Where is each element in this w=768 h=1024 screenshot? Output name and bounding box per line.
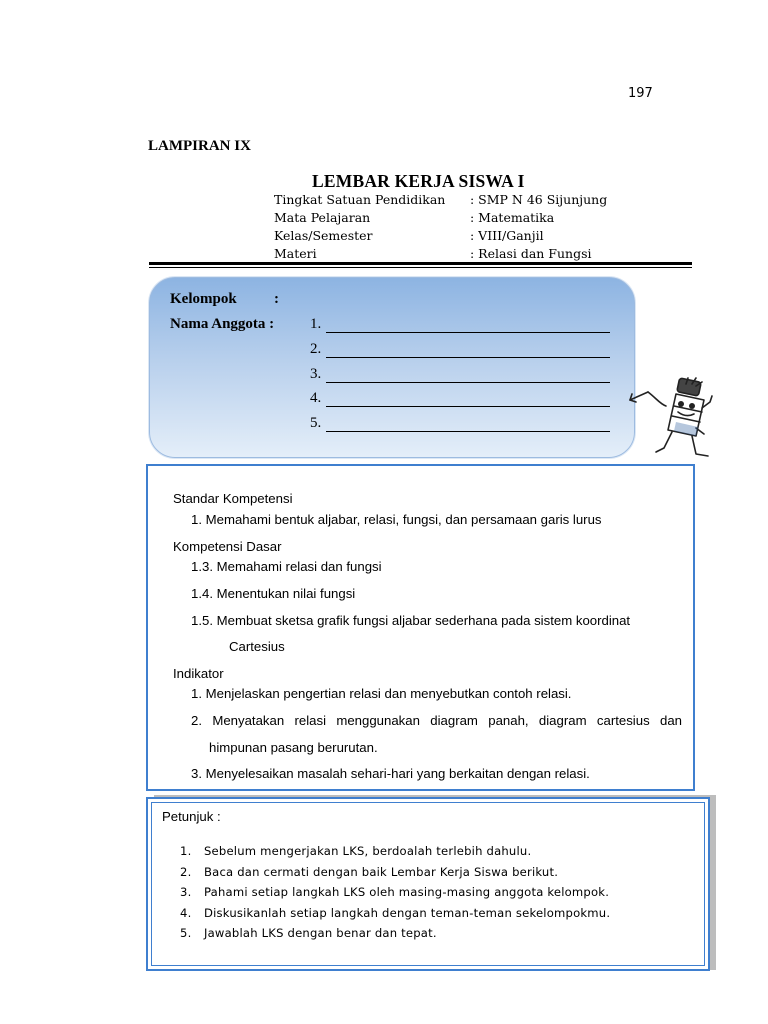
info-label: Tingkat Satuan Pendidikan (274, 192, 446, 207)
instructions-box (146, 797, 710, 971)
instruction-item (180, 906, 610, 920)
member-number: 1. (310, 316, 322, 332)
sk-item: 1. Memahami bentuk aljabar, relasi, fungsi, dan persamaan garis lurus (191, 512, 602, 527)
group-colon: : (274, 291, 279, 307)
kd-heading: Kompetensi Dasar (173, 539, 282, 554)
pencil-mascot-icon (626, 372, 718, 464)
group-members-box (149, 277, 635, 458)
indicator-item: 1. Menjelaskan pengertian relasi dan menyebutkan contoh relasi. (191, 686, 572, 701)
instruction-text: Jawablah LKS dengan benar dan tepat. (204, 926, 437, 940)
blank-line (326, 357, 610, 358)
indicator-item: 3. Menyelesaikan masalah sehari-hari yang berkaitan dengan relasi. (191, 766, 590, 781)
instruction-text: Pahami setiap langkah LKS oleh masing-masing anggota kelompok. (204, 885, 610, 899)
sk-heading: Standar Kompetensi (173, 491, 293, 506)
info-value: : SMP N 46 Sijunjung (470, 192, 608, 207)
instruction-item (180, 885, 609, 899)
info-label: Kelas/Semester (274, 228, 373, 243)
instruction-number: 4. (180, 906, 192, 920)
info-label: Mata Pelajaran (274, 210, 371, 225)
instruction-number: 5. (180, 926, 192, 940)
indicator-heading: Indikator (173, 666, 224, 681)
kd-item: 1.5. Membuat sketsa grafik fungsi aljabar sederhana pada sistem koordinat (191, 613, 631, 628)
instruction-text: Sebelum mengerjakan LKS, berdoalah terlebih dahulu. (204, 844, 532, 858)
instruction-number: 1. (180, 844, 192, 858)
info-value: : VIII/Ganjil (470, 228, 544, 243)
group-label: Kelompok (170, 291, 237, 307)
instruction-item (180, 865, 558, 879)
kd-item: 1.4. Menentukan nilai fungsi (191, 586, 356, 601)
instruction-item (180, 844, 531, 858)
members-label: Nama Anggota : (170, 316, 275, 332)
appendix-label: LAMPIRAN IX (148, 138, 251, 154)
competency-box (146, 464, 695, 791)
info-label: Materi (274, 246, 317, 261)
header-divider-thin (149, 267, 692, 268)
instruction-number: 2. (180, 865, 192, 879)
blank-line (326, 382, 610, 383)
blank-line (326, 332, 610, 333)
kd-item-continued: Cartesius (229, 639, 285, 654)
indicator-item-continued: himpunan pasang berurutan. (209, 740, 378, 755)
instructions-inner-border (151, 802, 705, 966)
instructions-heading: Petunjuk : (162, 809, 221, 824)
instruction-text: Diskusikanlah setiap langkah dengan teman-teman sekelompokmu. (204, 906, 611, 920)
blank-line (326, 431, 610, 432)
kd-item: 1.3. Memahami relasi dan fungsi (191, 559, 382, 574)
page-number: 197 (628, 86, 653, 101)
indicator-item: 2. Menyatakan relasi menggunakan diagram panah, diagram cartesius dan (191, 713, 682, 728)
member-number: 2. (310, 341, 322, 357)
instruction-item (180, 926, 437, 940)
blank-line (326, 406, 610, 407)
info-value: : Matematika (470, 210, 555, 225)
instruction-text: Baca dan cermati dengan baik Lembar Kerja Siswa berikut. (204, 865, 559, 879)
info-value: : Relasi dan Fungsi (470, 246, 592, 261)
member-number: 4. (310, 390, 322, 406)
member-number: 3. (310, 366, 322, 382)
member-number: 5. (310, 415, 322, 431)
instruction-number: 3. (180, 885, 192, 899)
header-divider-thick (149, 262, 692, 265)
worksheet-title: LEMBAR KERJA SISWA I (312, 171, 525, 191)
